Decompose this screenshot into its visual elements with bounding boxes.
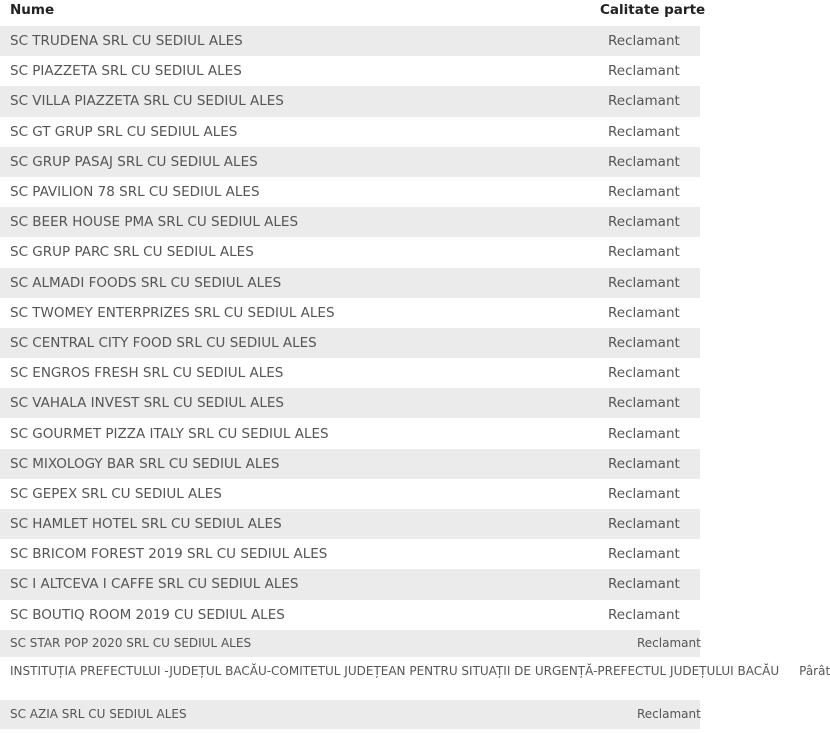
- party-name: SC TRUDENA SRL CU SEDIUL ALES: [10, 33, 243, 50]
- party-role: Pârât: [799, 663, 830, 678]
- table-row: [0, 177, 700, 207]
- party-name: SC VILLA PIAZZETA SRL CU SEDIUL ALES: [10, 93, 284, 110]
- party-name: SC PAVILION 78 SRL CU SEDIUL ALES: [10, 184, 260, 201]
- party-name: SC AZIA SRL CU SEDIUL ALES: [10, 707, 187, 722]
- party-role: Reclamant: [608, 334, 680, 351]
- table-row: [0, 418, 700, 448]
- party-name: SC STAR POP 2020 SRL CU SEDIUL ALES: [10, 636, 252, 651]
- party-role: Reclamant: [608, 606, 680, 623]
- party-name: SC GT GRUP SRL CU SEDIUL ALES: [10, 123, 238, 140]
- party-role: Reclamant: [637, 636, 701, 651]
- party-role: Reclamant: [608, 546, 680, 563]
- table-row: [0, 539, 700, 569]
- party-name: SC GEPEX SRL CU SEDIUL ALES: [10, 485, 222, 502]
- party-name: SC CENTRAL CITY FOOD SRL CU SEDIUL ALES: [10, 334, 317, 351]
- party-role: Reclamant: [608, 153, 680, 170]
- table-body-continued: [0, 630, 830, 729]
- party-role: Reclamant: [608, 455, 680, 472]
- table-row: [0, 569, 700, 599]
- table-row: [0, 479, 700, 509]
- table-row: [0, 86, 700, 116]
- party-name: SC BOUTIQ ROOM 2019 CU SEDIUL ALES: [10, 606, 285, 623]
- table-row: [0, 117, 700, 147]
- table-row: [0, 26, 700, 56]
- party-name: INSTITUȚIA PREFECTULUI -JUDEȚUL BACĂU-COMITETUL JUDEȚEAN PENTRU SITUAȚII DE URGENȚĂ-PREFECTUL JUDEȚULUI BACĂU: [10, 663, 780, 678]
- table-body: [0, 26, 700, 630]
- table-row: [0, 388, 700, 418]
- party-role: Reclamant: [608, 304, 680, 321]
- party-name: SC VAHALA INVEST SRL CU SEDIUL ALES: [10, 395, 284, 412]
- party-name: SC BEER HOUSE PMA SRL CU SEDIUL ALES: [10, 214, 299, 231]
- party-role: Reclamant: [608, 184, 680, 201]
- table-row: [0, 328, 700, 358]
- party-role: Reclamant: [608, 395, 680, 412]
- table-row: [0, 56, 700, 86]
- table-row: [0, 657, 830, 700]
- table-row: [0, 207, 700, 237]
- party-role: Reclamant: [608, 33, 680, 50]
- table-row: [0, 268, 700, 298]
- party-role: Reclamant: [608, 63, 680, 80]
- party-role: Reclamant: [608, 244, 680, 261]
- column-header-name: Nume: [10, 2, 55, 18]
- table-row: [0, 298, 700, 328]
- party-role: Reclamant: [608, 576, 680, 593]
- party-name: SC ALMADI FOODS SRL CU SEDIUL ALES: [10, 274, 282, 291]
- party-role: Reclamant: [608, 365, 680, 382]
- column-header-role: Calitate parte: [600, 2, 706, 18]
- table-row: [0, 600, 700, 630]
- party-name: SC PIAZZETA SRL CU SEDIUL ALES: [10, 63, 242, 80]
- party-name: SC MIXOLOGY BAR SRL CU SEDIUL ALES: [10, 455, 280, 472]
- party-name: SC BRICOM FOREST 2019 SRL CU SEDIUL ALES: [10, 546, 328, 563]
- party-role: Reclamant: [608, 485, 680, 502]
- party-role: Reclamant: [608, 93, 680, 110]
- party-role: Reclamant: [637, 707, 701, 722]
- table-header: [0, 0, 706, 26]
- table-row: [0, 358, 700, 388]
- party-name: SC GRUP PARC SRL CU SEDIUL ALES: [10, 244, 254, 261]
- party-name: SC GRUP PASAJ SRL CU SEDIUL ALES: [10, 153, 258, 170]
- table-row: [0, 630, 700, 657]
- table-row: [0, 237, 700, 267]
- table-row: [0, 449, 700, 479]
- table-row: [0, 509, 700, 539]
- party-name: SC ENGROS FRESH SRL CU SEDIUL ALES: [10, 365, 284, 382]
- party-name: SC GOURMET PIZZA ITALY SRL CU SEDIUL ALES: [10, 425, 329, 442]
- party-name: SC TWOMEY ENTERPRIZES SRL CU SEDIUL ALES: [10, 304, 335, 321]
- party-role: Reclamant: [608, 123, 680, 140]
- party-role: Reclamant: [608, 516, 680, 533]
- party-role: Reclamant: [608, 274, 680, 291]
- table-row: [0, 700, 700, 729]
- party-role: Reclamant: [608, 425, 680, 442]
- party-name: SC HAMLET HOTEL SRL CU SEDIUL ALES: [10, 516, 282, 533]
- table-row: [0, 147, 700, 177]
- party-name: SC I ALTCEVA I CAFFE SRL CU SEDIUL ALES: [10, 576, 299, 593]
- party-role: Reclamant: [608, 214, 680, 231]
